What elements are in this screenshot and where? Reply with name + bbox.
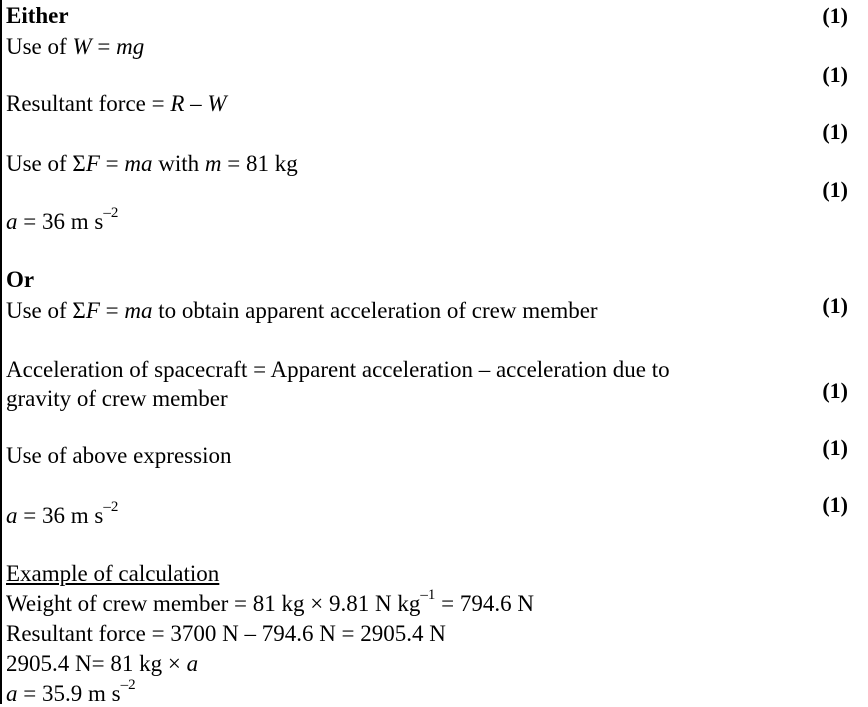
or-step-4: a = 36 m $s^{-2}$ <box>6 499 119 528</box>
example-heading: Example of calculation <box>6 561 220 586</box>
or-step-1: Use of ΣF = ma to obtain apparent acceleration of crew member <box>6 298 598 323</box>
or-step-2-line-1: Acceleration of spacecraft = Apparent acceleration – acceleration due to <box>6 357 670 382</box>
either-step-2: Resultant force = R – W <box>6 91 227 116</box>
either-heading: Either <box>6 3 69 28</box>
or-step-3: Use of above expression <box>6 443 232 468</box>
mark-or-step-2: (1) <box>822 378 848 403</box>
mark-either-step-3: (1) <box>822 177 848 202</box>
mark-either-step-2: (1) <box>822 119 848 144</box>
example-line-1: Weight of crew member = 81 kg × 9.81 N $kg^{-1} = 794.6$ N <box>6 587 534 616</box>
mark-or-step-3: (1) <box>822 435 848 460</box>
mark-either-step-1: (1) <box>822 62 848 87</box>
example-line-3: 2905.4 N= 81 kg × a <box>6 651 199 676</box>
either-step-1: Use of W = mg <box>6 34 145 59</box>
mark-or-step-4: (1) <box>822 492 848 517</box>
or-step-2-line-2: gravity of crew member <box>6 386 228 411</box>
mark-either-heading: (1) <box>822 3 848 28</box>
example-line-4: a = 35.9 m $s^{-2}$ <box>6 677 136 706</box>
mark-or-step-1: (1) <box>822 293 848 318</box>
or-heading: Or <box>6 267 35 292</box>
either-step-3: Use of ΣF = ma with m = 81 kg <box>6 151 298 176</box>
either-step-4: a = 36 m $s^{-2}$ <box>6 205 119 234</box>
example-line-2: Resultant force = 3700 N – 794.6 N = 2905.4 N <box>6 621 446 646</box>
